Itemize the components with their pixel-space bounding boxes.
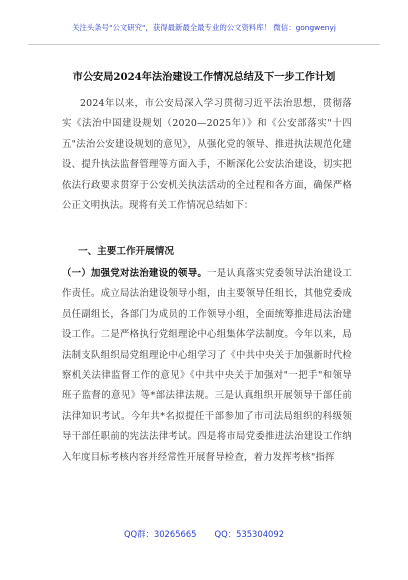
section-heading: 一、主要工作开展情况 — [78, 246, 174, 257]
qq-group: QQ群：30265665 — [123, 529, 197, 539]
section-paragraph — [62, 264, 352, 468]
intro-text: 2024年以来，市公安局深入学习贯彻习近平法治思想，贯彻落实《法治中国建设规划（2020—2025年）》和《公安部落实"十四五"法治公安建设规划的意见》，从强化党的领导、推进执法规范化建设、提升执法监督管理等方面入手，不断深化公安法治建设，切实把依法行政要求贯穿于公安机关执法活动的全过程和各方面，确保严格公正文明执法。现将有关工作情况总结如下： — [62, 98, 352, 212]
section-text: 一是认真落实党委领导法治建设工作责任。成立局法治建设领导小组，由主要领导任组长，其他党委成员任副组长，各部门为成员的工作领导小组，全面统筹推进局法治建设工作。二是严格执行党组理论中心组集体学法制度。今年以来，局法制支队组织局党组理论中心组学习了《中共中央关于加强新时代检察机关法律监督工作的意见》《中共中央关于加强对"一把手"和领导班子监督的意见》等*部法律法规。三是认真组织开展领导干部任前法律知识考试。今年共*名拟提任干部参加了市司法局组织的科级领导干部任职前的宪法法律考试。四是将市局党委推进法治建设工作纳入年度目标考核内容并经常性开展督导检查，着力发挥考核"指挥 — [62, 268, 352, 463]
promo-banner: 关注头条号"公文研究"，获得最新最全最专业的公文资料库！ 微信：gongwenyj — [72, 23, 336, 32]
document-title: 市公安局2024年法治建设工作情况总结及下一步工作计划 — [72, 71, 336, 83]
banner-divider — [28, 44, 380, 45]
intro-paragraph — [62, 94, 352, 216]
qq-number: QQ：535304092 — [214, 529, 285, 539]
contact-footer — [0, 528, 408, 540]
sub-heading: （一）加强党对法治建设的领导。 — [62, 268, 208, 279]
